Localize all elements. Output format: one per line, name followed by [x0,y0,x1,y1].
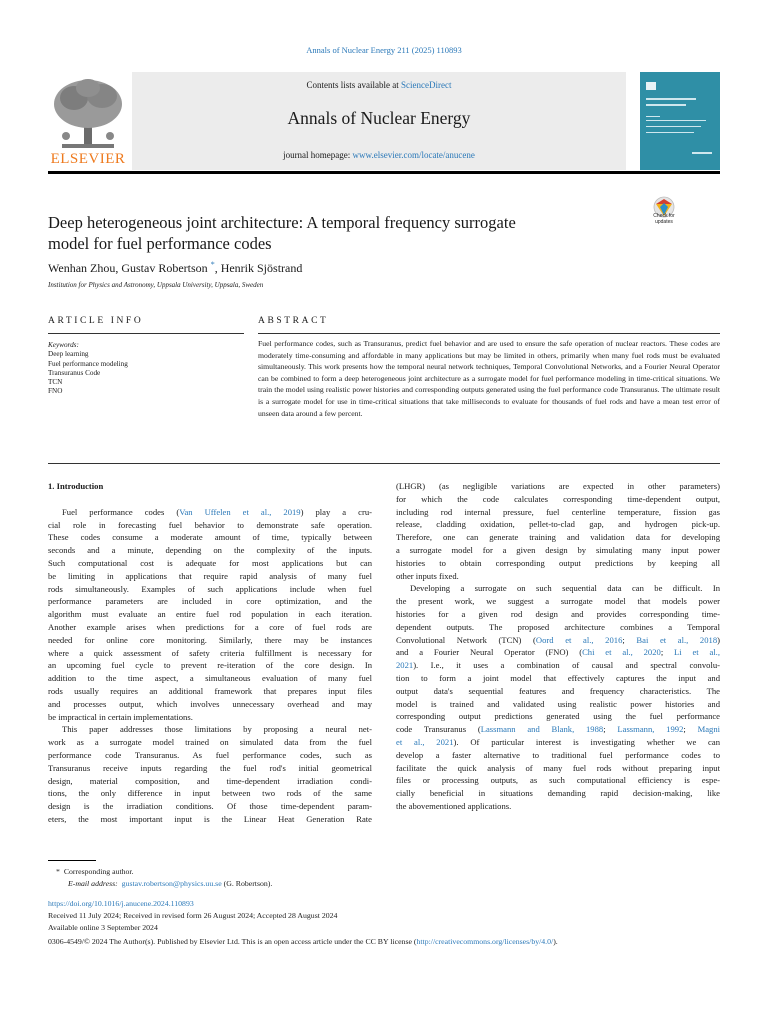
body-text-line: Transuranus receive inputs regarding the fuel rod's initial geometrical [48,762,372,773]
journal-cover-thumbnail[interactable] [640,72,720,170]
body-text-line: et al., 2021). Of particular interest is investigating whether we can [396,736,720,747]
body-text-line: facilitate the quick analysis of many fuel rods without preparing input [396,762,720,773]
article-info-rule [48,333,244,334]
keyword-item: Fuel performance modeling [48,359,128,368]
citation-link[interactable]: Li et al., [674,647,720,658]
elsevier-wordmark: ELSEVIER [50,151,126,167]
journal-homepage-link[interactable]: www.elsevier.com/locate/anucene [352,150,475,160]
body-text-line: develop a faster alternative to traditional fuel performance codes to [396,749,720,760]
body-text-line: needed for online core monitoring. Similarly, there may be instances [48,634,372,645]
body-text-line: algorithm must evaluate an entire fuel rod population in each iteration. [48,609,372,620]
abstract-heading: ABSTRACT [258,316,329,326]
body-text-line: histories for a given rod design and provides corresponding time- [396,608,720,619]
body-text-line: an upcoming fuel cycle to prevent re-iteration of the core design. In [48,660,372,671]
body-text-line: output data's sequential features and frequency characteristics. The [396,685,720,696]
body-text-line: where a quick assessment of safety criteria fulfillment is necessary for [48,647,372,658]
body-text-line: Such computational cost is adequate for most applications but can [48,557,372,568]
body-text-line: performance parameters are included in core optimization, and the [48,596,372,607]
author-email-link[interactable]: gustav.robertson@physics.uu.se [121,879,222,888]
citation-link[interactable]: Lassmann, 1992 [617,724,684,735]
body-text-line: including rod internal pressure, fuel centerline temperature, fission gas [396,506,720,517]
doi-link[interactable]: https://doi.org/10.1016/j.anucene.2024.110893 [48,899,194,908]
body-column-right [396,480,720,813]
body-text-line: code Transuranus (Lassmann and Blank, 1988; Lassmann, 1992; Magni [396,724,720,735]
available-online-date: Available online 3 September 2024 [48,923,158,932]
keyword-item: Deep learning [48,350,89,359]
keyword-item: TCN [48,378,63,387]
keywords-label: Keywords: [48,341,79,349]
body-text-line: cially beneficial in situations demanding rapid decision-making, like [396,788,720,799]
body-text-line: design, material composition, and time-dependent irradiation condi- [48,775,372,786]
body-text-line: be impractical in certain implementations. [48,711,193,722]
body-text-line: Another example arises when predictions for a core of fuel rods are [48,621,372,632]
body-separator-rule [48,463,720,464]
citation-link[interactable]: 2021 [396,660,414,671]
section-heading-introduction: 1. Introduction [48,481,104,491]
body-text-line: eters, the most important input is the Linear Heat Generation Rate [48,813,372,824]
body-text-line: a surrogate model for a given design by simulating many input power [396,544,720,555]
body-text-line: the present work, we suggest a surrogate model that models power [396,596,720,607]
citation-link[interactable]: Magni [697,724,720,735]
corresponding-author-footnote: * Corresponding author. [56,867,134,876]
body-text-line: This paper addresses those limitations by proposing a neural net- [62,724,372,735]
body-text-line: and processes output, which involves unnecessary overhead and may [48,698,372,709]
corresponding-author-mark[interactable]: * [210,260,215,269]
body-text-line: the abovementioned applications. [396,800,512,811]
body-text-line: other inputs fixed. [396,570,459,581]
article-info-heading: ARTICLE INFO [48,316,144,326]
journal-reference[interactable]: Annals of Nuclear Energy 211 (2025) 110893 [306,45,462,55]
body-text-line: tions, the only difference in input between two rods of the same [48,788,372,799]
received-dates: Received 11 July 2024; Received in revised form 26 August 2024; Accepted 28 August 2024 [48,911,338,920]
body-text-line: Therefore, one can generate training and validation data for developing [396,532,720,543]
body-text-line: rods usually requires an additional framework that prepares input files [48,685,372,696]
citation-link[interactable]: Lassmann and Blank, 1988 [480,724,604,735]
homepage-line: journal homepage: www.elsevier.com/locate/anucene [283,150,475,160]
journal-title: Annals of Nuclear Energy [287,108,471,128]
body-text-line: performance code Transuranus. As fuel performance codes, such as [48,749,372,760]
body-text-line: Convolutional Network (TCN) (Oord et al., 2016; Bai et al., 2018) [396,634,720,645]
citation-link[interactable]: Oord et al., 2016 [535,634,623,645]
body-text-line: and a Fourier Neural Operator (FNO) (Chi et al., 2020; Li et al., [396,647,720,658]
license-line: 0306-4549/© 2024 The Author(s). Published by Elsevier Ltd. This is an open access article under the CC BY license (http://creativecommons.org/licenses/by/4.0/). [48,937,558,946]
keyword-item: Transuranus Code [48,368,101,377]
body-text-line: be limiting in applications that require rapid analysis of many fuel [48,570,372,581]
body-text-line: cial role in forecasting fuel behavior to demonstrate safe operation. [48,519,372,530]
keywords-block [48,341,244,397]
affiliation: Institution for Physics and Astronomy, Uppsala University, Uppsala, Sweden [48,281,264,289]
body-text-line: Developing a surrogate on such sequential data can be difficult. In [410,583,720,594]
cc-by-license-link[interactable]: http://creativecommons.org/licenses/by/4.0/ [416,937,554,946]
body-text-line: files or processing outputs, as such computational efficiency is espe- [396,775,720,786]
body-text-line: (LHGR) (as negligible variations are expected in other parameters) [396,481,720,491]
body-text-line: work as a surrogate model trained on simulated data from the fuel [48,737,372,748]
body-text-line: rods simultaneously. Examples of such applications include when fuel [48,583,372,594]
keyword-item: FNO [48,387,63,396]
contents-line: Contents lists available at ScienceDirect [306,80,452,90]
body-text-line: corresponding output predictions generated using the fuel performance [396,711,720,722]
body-text-line: model is trained and validated using realistic power histories and [396,698,720,709]
body-column-left [48,480,372,826]
email-footnote: E-mail address: gustav.robertson@physics.uu.se (G. Robertson). [68,879,273,888]
paper-title: Deep heterogeneous joint architecture: A temporal frequency surrogate model for fuel performance codes [48,213,516,253]
body-text-line: histories to obtain corresponding output predictions by keeping all [396,557,720,568]
citation-link[interactable]: Bai et al., 2018 [636,634,718,645]
sciencedirect-link[interactable]: ScienceDirect [401,80,452,90]
body-text-line: Fuel performance codes (Van Uffelen et al., 2019) play a cru- [62,506,372,517]
footnote-rule [48,860,96,861]
citation-link[interactable]: Van Uffelen et al., 2019 [179,506,301,517]
body-text-line: tion to form a joint model that effectively captures the input and [396,672,720,683]
abstract-text: Fuel performance codes, such as Transuranus, predict fuel behavior and are used to ensure the safe operation of nuclear reactors. These codes are moderately time-consuming and affordable in many applications but may be limited in others, primarily when many fuel rods must be evaluated simultaneously. This work presents how the temporal neural network techniques, Temporal Convolutional Networks, and a Fourier Neural Operator can be combined to form a deep heterogeneous joint architecture as a surrogate model for fuel performance modeling in time-critical situations. We train the model using realistic power histories and corresponding outputs generated using the fuel performance code Transuranus. The ultimate result is a surrogate model for use in time-critical situations that take milliseconds to evaluate for thousands of fuel rods and have a mean test error of unseen data around a few percent. [258,339,720,418]
author-list: Wenhan Zhou, Gustav Robertson *, Henrik Sjöstrand [48,260,303,275]
body-text-line: These codes consume a moderate amount of time, typically between [48,532,372,543]
body-text-line: for which the code calculates corresponding time-dependent output, [396,493,720,504]
body-text-line: addition to the time aspect, a simultaneous evaluation of many fuel [48,673,372,684]
abstract-rule [258,333,720,334]
check-for-updates-label: Check for updates [653,213,675,225]
body-text-line: release, cladding oxidation, pellet-to-clad gap, and hydrogen pick-up. [396,519,720,530]
citation-link[interactable]: et al., 2021 [396,736,454,747]
body-text-line: 2021). I.e., it uses a combination of causal and spectral convolu- [396,660,720,671]
masthead-rule [48,171,720,174]
body-text-line: seconds and a minute, depending on the complexity of the inputs. [48,545,372,556]
body-text-line: dependent outputs. The proposed architecture combines a Temporal [396,621,720,632]
citation-link[interactable]: Chi et al., 2020 [582,647,661,658]
body-text-line: design is the irradiation conditions. Of those time-dependent param- [48,801,372,812]
